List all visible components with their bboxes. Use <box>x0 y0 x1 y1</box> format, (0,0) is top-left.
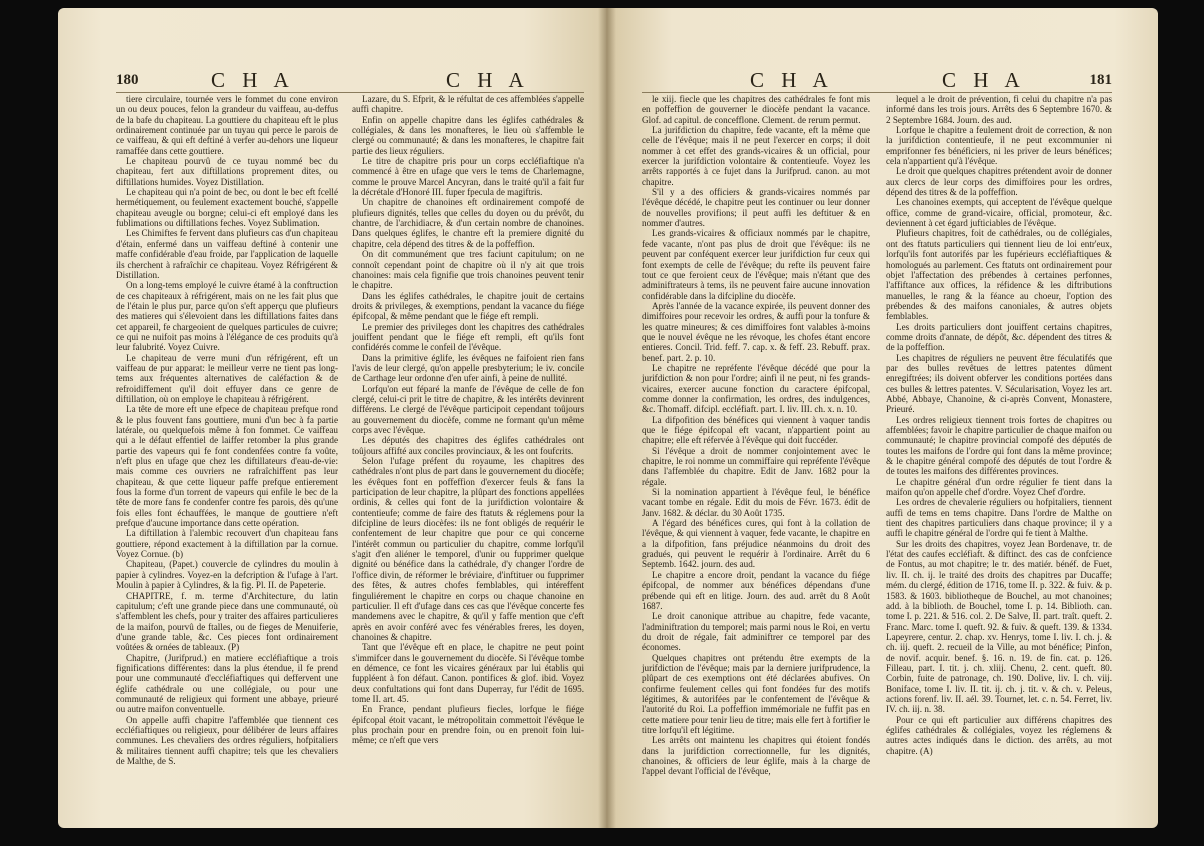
page-number: 181 <box>1089 72 1112 88</box>
header-rule <box>642 92 1112 93</box>
paragraph: Lorfque le chapitre a feulement droit de correction, & non la jurifdiction contentieufe, il ne peut excommunier ni emprifonner fes bénéficiers, ni les priver de leurs bénéfices; cela n'appartient qu'à l'évêque. <box>886 125 1112 167</box>
paragraph: Les arrêts ont maintenu les chapitres qui étoient fondés dans la jurifdiction correctionnelle, fur les dignités, chanoines, & officiers de leur églife, mais à la charge de l'appel devant l'official de l'évêque, <box>642 735 870 777</box>
paragraph: Le droit canonique attribue au chapitre, fede vacante, l'adminiftration du temporel; mais parmi nous le Roi, en vertu du droit de régale, fait adminiftrer ce temporel par des économes. <box>642 611 870 653</box>
running-head-left: C H A <box>211 68 295 92</box>
paragraph: La jurifdiction du chapitre, fede vacante, eft la même que celle de l'évêque; mais il ne peut l'exercer en corps; il doit nommer à cet effet des grands-vicaires & un official, pour exercer la jurifdiction volontaire & contentieufe. Voyez les arrêts rapportés à ce fujet dans la Jurifprud. canon. au mot chapitre. <box>642 125 870 187</box>
left-page <box>58 8 606 828</box>
paragraph: Les grands-vicaires & officiaux nommés par le chapitre, fede vacante, n'ont pas plus de droit que l'évêque: ils ne peuvent par conféquent exercer leur jurifdiction fur ceux qui font exempts de celle de l'évêque; du refte ils peuvent faire tout ce que feroient ceux de l'évêque; mais n'étant que des adminiftrateurs à tems, ils ne peuvent faire aucune innovation confidérable dans la difcipline du diocèfe. <box>642 228 870 301</box>
paragraph: tiere circulaire, tournée vers le fommet du cone environ un ou deux pouces, felon la grandeur du vaiffeau, au-deffus de la bafe du chapiteau. La gouttiere du chapiteau eft le plus ordinairement continuée par un tuyau qui perce le parois de ce vaiffeau, & qui eft deftiné à verfer au-dehors une liqueur ramaffée dans cette gouttiere. <box>116 94 338 156</box>
paragraph: La tête de more eft une efpece de chapiteau prefque rond & le plus fouvent fans gouttiere, muni d'un bec à fa partie latérale, ou quelquefois même à fon fommet. Ce vaiffeau qui a le défaut effentiel de laiffer retomber la plus grande partie des vapeurs qui fe font condenfées contre fa voûte, n'eft plus en ufage que chez les diftillateurs d'eau-de-vie: mais comme ces ouvriers ne rafraîchiffent pas leur chapiteau, & que cette liqueur paffe prefque entierement fous la forme d'un torrent de vapeurs qui enfile le bec de la tête de more fans fe condenfer contre fes parois, dès qu'une fois elles font échauffées, le manque de gouttiere n'eft prefque d'aucune importance dans cette opération. <box>116 404 338 529</box>
paragraph: Dans la primitive églife, les évêques ne faifoient rien fans l'avis de leur clergé, qu'on appelle presbyterium; le iv. concile de Carthage leur ordonne d'en ufer ainfi, à peine de nullité. <box>352 352 584 384</box>
paragraph: Chapitre, (Jurifprud.) en matiere eccléfiaftique a trois fignifications différentes: dans la plus étendue, il fe prend pour une communauté d'eccléfiaftiques qui deffervent une églife cathédrale ou une collégiale, ou pour une communauté de religieux qui forment une abbaye, prieuré ou autre maifon conventuelle. <box>116 652 338 715</box>
running-head-left: C H A <box>750 68 834 92</box>
running-head-right: C H A <box>446 68 530 92</box>
paragraph: Lorfqu'on eut féparé la manfe de l'évêque de celle de fon clergé, celui-ci prit le titre de chapitre, & les intérêts devinrent différens. Le clergé de l'évêque participoit cependant toûjours au gouvernement du diocèfe, comme ne formant qu'un même corps avec l'évêque. <box>352 383 584 435</box>
text-column-2 <box>352 94 584 746</box>
paragraph: Sur les droits des chapitres, voyez Jean Bordenave, tr. de l'état des caufes eccléfiaft. & diftinct. des cas de confcience de Fontus, au mot chapitre; le tr. des matiér. bénéf. de Fuet, liv. II. ch. ij. le traité des droits des chapitres par Ducaffe; mém. du clergé, édition de 1716, tome II. p. 322. & fuiv. & p. 1583. & 1603. bibliotheque de Bouchel, au mot chanoines; add. à la biblioth. de Bouchel, tome I. p. 14. Biblioth. can. tome I. p. 221. & 516. col. 2. De Salve, II. part. traît. queft. 2. Franc. Marc. tome I. queft. 92. & fuiv. & queft. 139. & 1334. Lapeyrere, centur. 2. chap. xv. Henrys, tome I. liv. I. ch. j. & ch. iij. queft. 2. recueil de la Ville, au mot bénéfice; Pinfon, de novif. acquir. benef. §. 16. n. 19. de fin. cat. p. 126. Filleau, part. I. tit. j. ch. xliij. Chenu, 2. cent. queft. 80. Corbin, fuite de patronage, ch. 190. Dolive, liv. I. ch. viij. Boniface, tome I. liv. II. tit. ij. ch. j. tit. v. & ch. v. Peleus, actions forenf. liv. II. aél. 39. Tournet, let. c. n. 54. Ferret, liv. IV. ch. iij. n. 38. <box>886 538 1112 715</box>
book-gutter <box>598 8 616 828</box>
paragraph: Le chapitre ne repréfente l'évêque décédé que pour la jurifdiction & non pour l'ordre; ainfi il ne peut, ni fes grands-vicaires, exercer aucune fonction du caractere épifcopal, comme donner la confirmation, les ordres, des indulgences, &c. Thomaff. difcipl. eccléfiaft. part. I. liv. III. ch. x. n. 10. <box>642 362 870 415</box>
paragraph: Les chanoines exempts, qui acceptent de l'évêque quelque office, comme de grand-vicaire, official, promoteur, &c. deviennent à cet égard jufticiables de l'évêque. <box>886 197 1112 229</box>
paragraph: Le chapiteau pourvû de ce tuyau nommé bec du chapiteau, fert aux diftillations proprement dites, ou diftillations humides. Voyez Distillation. <box>116 156 338 187</box>
paragraph: lequel a le droit de prévention, fi celui du chapitre n'a pas informé dans les trois jours. Arrêts des 6 Septembre 1670. & 2 Septembre 1684. Journ. des aud. <box>886 94 1112 125</box>
paragraph: Lazare, du S. Efprit, & le réfultat de ces affemblées s'appelle auffi chapitre. <box>352 94 584 115</box>
paragraph: On appelle auffi chapitre l'affemblée que tiennent ces eccléfiaftiques ou religieux, pour délibérer de leurs affaires communes. Les chevaliers des ordres réguliers, hofpitaliers & militaires tiennent auffi chapitre; tels que les chevaliers de Malthe, de S. <box>116 714 338 766</box>
text-column-2 <box>886 94 1112 756</box>
paragraph: S'il y a des officiers & grands-vicaires nommés par l'évêque décédé, le chapitre peut les continuer ou leur donner de nouvelles provifions; il peut auffi les deftituer & en nommer d'autres. <box>642 187 870 229</box>
paragraph: Le droit que quelques chapitres prétendent avoir de donner aux clercs de leur corps des dimiffoires pour les ordres, dépend des titres & de la poffeffion. <box>886 166 1112 198</box>
paragraph: Le chapiteau qui n'a point de bec, ou dont le bec eft fcellé hermétiquement, ou feulement exactement bouché, s'appelle chapiteau aveugle ou borgne; celui-ci eft employé dans les fublimations ou diftillations feches. Voyez Sublimation. <box>116 187 338 229</box>
paragraph: La difpofition des bénéfices qui viennent à vaquer tandis que le fiége épifcopal eft vacant, n'appartient point au chapitre; elle eft réfervée à l'évêque qui doit fuccéder. <box>642 414 870 446</box>
paragraph: Après l'année de la vacance expirée, ils peuvent donner des dimiffoires pour recevoir les ordres, & auffi pour la tonfure & les quatre mineures; & ces dimiffoires font valables à-moins que le nouvel évêque ne les révoque, les chofes étant encore entieres. Concil. Trid. feff. 7. cap. x. & feff. 23. Rebuff. prax. benef. part. 2. p. 10. <box>642 300 870 363</box>
paragraph: Selon l'ufage préfent du royaume, les chapitres des cathédrales n'ont plus de part dans le gouvernement du diocèfe; les évêques font en poffeffion d'exercer feuls & fans la participation de leur chapitre, la plûpart des fonctions appellées ordinis, & celles qui font de la jurifdiction volontaire & contentieufe; comme de faire des ftatuts & réglemens pour la difcipline de leurs diocèfes: ils ne font obligés de requérir le confentement de leur chapitre que pour ce qui concerne l'intérêt commun ou particulier du chapitre, comme lorfqu'il s'agit d'en aliéner le temporel, d'unir ou fupprimer quelque dignité ou bénéfice dans la cathédrale, d'y changer l'ordre de l'office divin, de réformer le bréviaire, d'inftituer ou fupprimer des fêtes, & autres chofes femblables, qui intéreffent finguliérement le chapitre en corps ou chaque chanoine en particulier. Il eft d'ufage dans ces cas que l'évêque concerte fes mandemens avec le chapitre, & qu'il y faffe mention que c'eft après en avoir conféré avec fes vénérables freres, les doyen, chanoines & chapitre. <box>352 456 584 642</box>
book-spread <box>58 8 1158 838</box>
paragraph: CHAPITRE, f. m. terme d'Architecture, du latin capitulum; c'eft une grande piece dans une communauté, où s'affemblent les chefs, pour y traiter des affaires particulieres de la maifon, pourvû de ftalles, ou de fieges de Menuiferie, d'une grande table, &c. Ces pieces font ordinairement voûtées & ornées de tableaux. (P) <box>116 590 338 653</box>
paragraph: Le chapiteau de verre muni d'un réfrigérent, eft un vaiffeau de pur apparat: le meilleur verre ne tient pas long-tems aux fréquentes alternatives de caléfaction & de refroidiffement qu'il doit effuyer dans ce genre de diftillation, où on employe le chapiteau à réfrigérent. <box>116 352 338 404</box>
paragraph: Les chapitres de réguliers ne peuvent être féculatifés que par des bulles revêtues de lettres patentes dûment enregiftrées; ils doivent obferver les conditions portées dans ces bulles & lettres patentes. V. Sécularisation, Voyez les art. Abbé, Abbaye, Chanoine, & ci-après Convent, Monastere, Prieuré. <box>886 352 1112 415</box>
paragraph: Enfin on appelle chapitre dans les églifes cathédrales & collégiales, & dans les monafteres, le lieu où s'affemble le clergé ou communauté; & dans les monafteres, le chapitre fait partie des lieux réguliers. <box>352 114 584 156</box>
running-head-right: C H A <box>942 68 1026 92</box>
paragraph: Le chapitre a encore droit, pendant la vacance du fiége épifcopal, de nommer aux bénéfices dépendans d'une prébende qui eft en litige. Journ. des aud. arrêt du 8 Août 1687. <box>642 569 870 611</box>
header-rule <box>116 92 584 93</box>
right-page-header <box>642 66 1112 92</box>
paragraph: Pour ce qui eft particulier aux différens chapitres des églifes cathédrales & collégiales, voyez les réglemens & autres actes indiqués dans le diction. des arrêts, au mot chapitre. (A) <box>886 714 1112 756</box>
left-page-header <box>116 66 584 92</box>
paragraph: A l'égard des bénéfices cures, qui font à la collation de l'évêque, & qui viennent à vaquer, fede vacante, le chapitre en a la difpofition, fans préjudice néanmoins du droit des gradués, qui peuvent le requérir à l'ordinaire. Arrêt du 6 Septemb. 1642. journ. des aud. <box>642 518 870 570</box>
paragraph: Les Chimiftes fe fervent dans plufieurs cas d'un chapiteau d'étain, enfermé dans un vaiffeau deftiné à contenir une maffe confidérable d'eau froide, par l'application de laquelle ils cherchent à rafraîchir ce chapiteau. Voyez Réfrigérent & Distillation. <box>116 228 338 280</box>
paragraph: Les ordres de chevalerie réguliers ou hofpitaliers, tiennent auffi de tems en tems chapitre. Dans l'ordre de Malthe on tient des chapitres particuliers dans chaque province; il y a auffi le chapitre général de l'ordre qui fe tient à Malthe. <box>886 497 1112 539</box>
paragraph: Quelques chapitres ont prétendu être exempts de la jurifdiction de l'évêque; mais par la derniere jurifprudence, la plûpart de ces exemptions ont été déclarées abufives. On confirme feulement celles qui font fondées fur des motifs légitimes, & autorifées par le confentement de l'évêque & l'autorité du Roi. La poffeffion immémoriale ne fuffit pas en cette matiere pour tenir lieu de titre; mais elle fert à fortifier le titre lorfqu'il eft légitime. <box>642 652 870 735</box>
paragraph: Dans les églifes cathédrales, le chapitre jouit de certains droits & privileges, & exemptions, pendant la vacance du fiége épifcopal, & même pendant que le fiége eft rempli. <box>352 290 584 322</box>
paragraph: On a long-tems employé le cuivre étamé à la conftruction de ces chapiteaux à réfrigérent, mais on ne les fait plus que de l'étain le plus pur, parce qu'on s'eft apperçu que plufieurs des matieres qui s'élevoient dans les diftillations faites dans cet appareil, fe chargeoient de quelques particules de cuivre; ce qui ne nuifoit pas moins à l'élégance de ces produits qu'à leur falubrité. Voyez Cuivre. <box>116 280 338 353</box>
text-column-1 <box>116 94 338 766</box>
paragraph: Le titre de chapitre pris pour un corps eccléfiaftique n'a commencé à être en ufage que vers le tems de Charlemagne, comme le prouve Marcel Ancyran, dans le traité qu'il a fait fur la décrétale d'Honoré III. fuper fpecula de magiftris. <box>352 156 584 198</box>
paragraph: En France, pendant plufieurs fiecles, lorfque le fiége épifcopal étoit vacant, le métropolitain commettoit l'évêque le plus prochain pour en prendre foin, ou en prenoit foin lui-même; ce n'eft que vers <box>352 704 584 746</box>
paragraph: Si la nomination appartient à l'évêque feul, le bénéfice vacant tombe en régale. Edit du mois de Févr. 1673. édit de Janv. 1682. & déclar. du 30 Août 1735. <box>642 487 870 518</box>
paragraph: Les droits particuliers dont jouiffent certains chapitres, comme droits d'annate, de dépôt, &c. dépendent des titres & de la poffeffion. <box>886 321 1112 353</box>
paragraph: Les députés des chapitres des églifes cathédrales ont toûjours affifté aux conciles provinciaux, & les ont foufcrits. <box>352 435 584 456</box>
text-column-1 <box>642 94 870 777</box>
paragraph: Les ordres religieux tiennent trois fortes de chapitres ou affemblées; favoir le chapitre particulier de chaque maifon ou communauté; le chapitre provincial compofé des députés de toutes les maifons de l'ordre qui font dans la même province; & le chapitre général compofé des députés de tout l'ordre & de toutes les maifons des différentes provinces. <box>886 414 1112 477</box>
paragraph: Si l'évêque a droit de nommer conjointement avec le chapitre, le roi nomme un commiffaire qui repréfente l'évêque dans l'affemblée du chapitre. Edit de Janv. 1682 pour la régale. <box>642 445 870 487</box>
page-number: 180 <box>116 72 139 88</box>
right-page <box>606 8 1158 828</box>
paragraph: le xiij. fiecle que les chapitres des cathédrales fe font mis en poffeffion de gouverner le diocèfe pendant la vacance. Glof. ad capitul. de concefflone. Clement. de rerum permut. <box>642 94 870 125</box>
paragraph: La diftillation à l'alembic recouvert d'un chapiteau fans gouttiere, répond exactement à la diftillation par la cornue. Voyez Cornue. (b) <box>116 528 338 560</box>
paragraph: Un chapitre de chanoines eft ordinairement compofé de plufieurs dignités, telles que celles du doyen ou du prévôt, du chantre, de l'archidiacre, & d'un certain nombre de chanoines. Dans quelques églifes, le chantre eft la premiere dignité du chapitre, cela dépend des titres & de la poffeffion. <box>352 197 584 249</box>
paragraph: Plufieurs chapitres, foit de cathédrales, ou de collégiales, ont des ftatuts particuliers qui tiennent lieu de loi entr'eux, lorfqu'ils font autorifés par les fupérieurs eccléfiaftiques & homologués au parlement. Ces ftatuts ont ordinairement pour objet l'affectation des prébendes à certaines perfonnes, l'affiftance aux offices, la réfidence & les diftributions manuelles, le rang & la féance au choeur, l'option des prébendes & des maifons canoniales, & autres objets femblables. <box>886 228 1112 322</box>
paragraph: Le chapitre général d'un ordre régulier fe tient dans la maifon qu'on appelle chef d'ordre. Voyez Chef d'ordre. <box>886 476 1112 498</box>
paragraph: Tant que l'évêque eft en place, le chapitre ne peut point s'immifcer dans le gouvernement du diocèfe. Si l'évêque tombe en démence, ce font les vicaires généraux par lui établis qui fuppléent à fon défaut. Canon. pontifices & glof. ibid. Voyez deux confultations qui font dans Duperray, fur l'édit de 1695. tome II. art. 45. <box>352 642 584 704</box>
paragraph: Le premier des privileges dont les chapitres des cathédrales jouiffent pendant que le fiége eft rempli, eft qu'ils font confidérés comme le confeil de l'évêque. <box>352 321 584 353</box>
paragraph: Chapiteau, (Papet.) couvercle de cylindres du moulin à papier à cylindres. Voyez-en la defcription & l'ufage à l'art. Moulin à papier à Cylindres, & la fig. Pl. II. de Papeterie. <box>116 559 338 591</box>
paragraph: On dit communément que tres faciunt capitulum; on ne connoît cependant point de chapitre où il n'y ait que trois chanoines: mais cela fignifie que trois chanoines peuvent tenir le chapitre. <box>352 249 584 291</box>
